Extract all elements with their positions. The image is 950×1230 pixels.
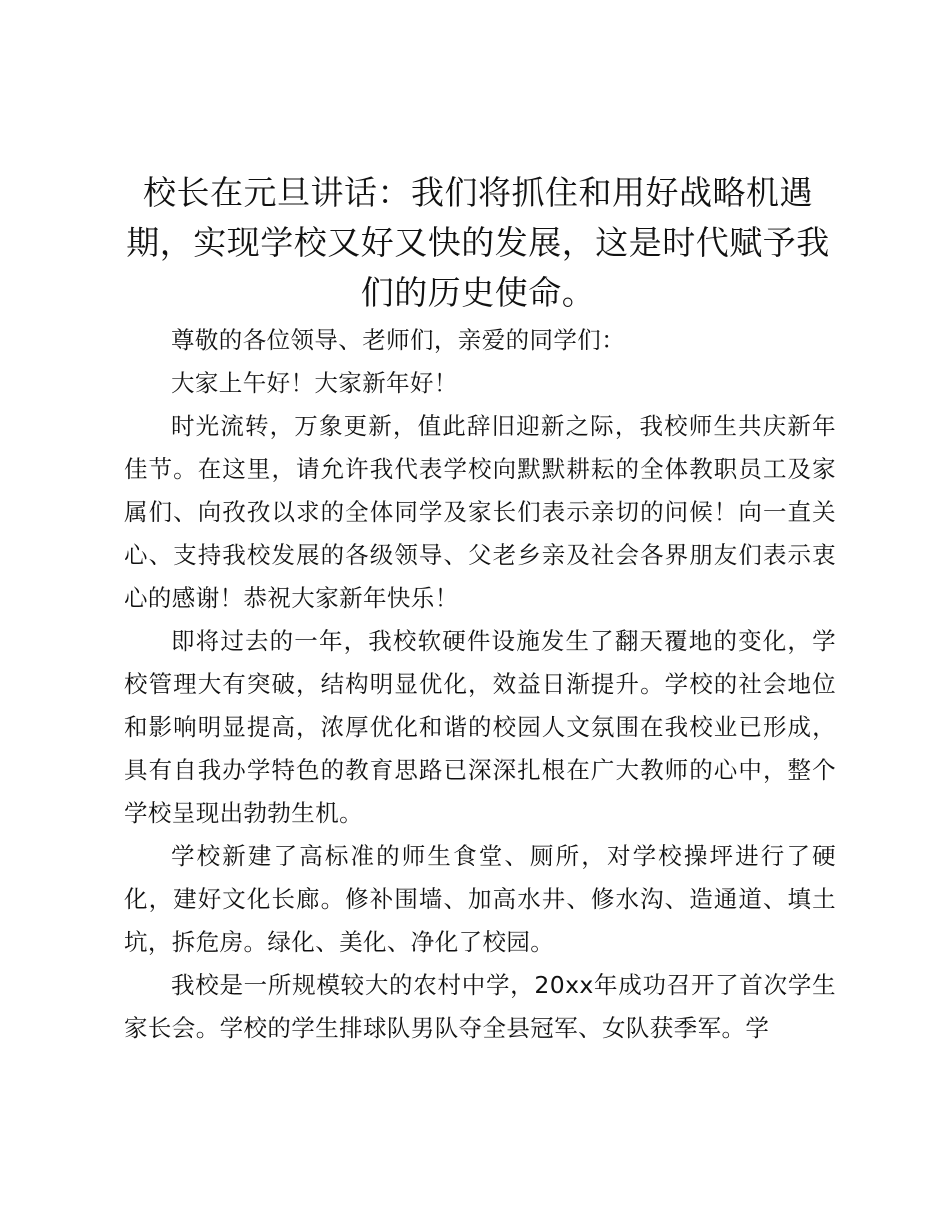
document-body bbox=[124, 319, 836, 1050]
body-paragraph: 我校是一所规模较大的农村中学，20xx年成功召开了首次学生家长会。学校的学生排球队男队夺全县冠军、女队获季军。学 bbox=[124, 971, 836, 1042]
greeting-paragraph: 大家上午好！大家新年好！ bbox=[171, 369, 458, 397]
body-paragraph: 学校新建了高标准的师生食堂、厕所，对学校操坪进行了硬化，建好文化长廊。修补围墙、加高水井、修水沟、造通道、填土坑，拆危房。绿化、美化、净化了校园。 bbox=[124, 842, 836, 956]
salutation-paragraph: 尊敬的各位领导、老师们，亲爱的同学们： bbox=[171, 326, 626, 354]
body-paragraph: 即将过去的一年，我校软硬件设施发生了翻天覆地的变化，学校管理大有突破，结构明显优化，效益日渐提升。学校的社会地位和影响明显提高，浓厚优化和谐的校园人文氛围在我校业已形成，具有自我办学特色的教育思路已深深扎根在广大教师的心中，整个学校呈现出勃勃生机。 bbox=[124, 627, 836, 827]
body-paragraph: 时光流转，万象更新，值此辞旧迎新之际，我校师生共庆新年佳节。在这里，请允许我代表学校向默默耕耘的全体教职员工及家属们、向孜孜以求的全体同学及家长们表示亲切的问候！向一直关心、支持我校发展的各级领导、父老乡亲及社会各界朋友们表示衷心的感谢！恭祝大家新年快乐！ bbox=[124, 412, 836, 612]
document-title: 校长在元旦讲话：我们将抓住和用好战略机遇期，实现学校又好又快的发展，这是时代赋予我们的历史使命。 bbox=[126, 173, 830, 312]
